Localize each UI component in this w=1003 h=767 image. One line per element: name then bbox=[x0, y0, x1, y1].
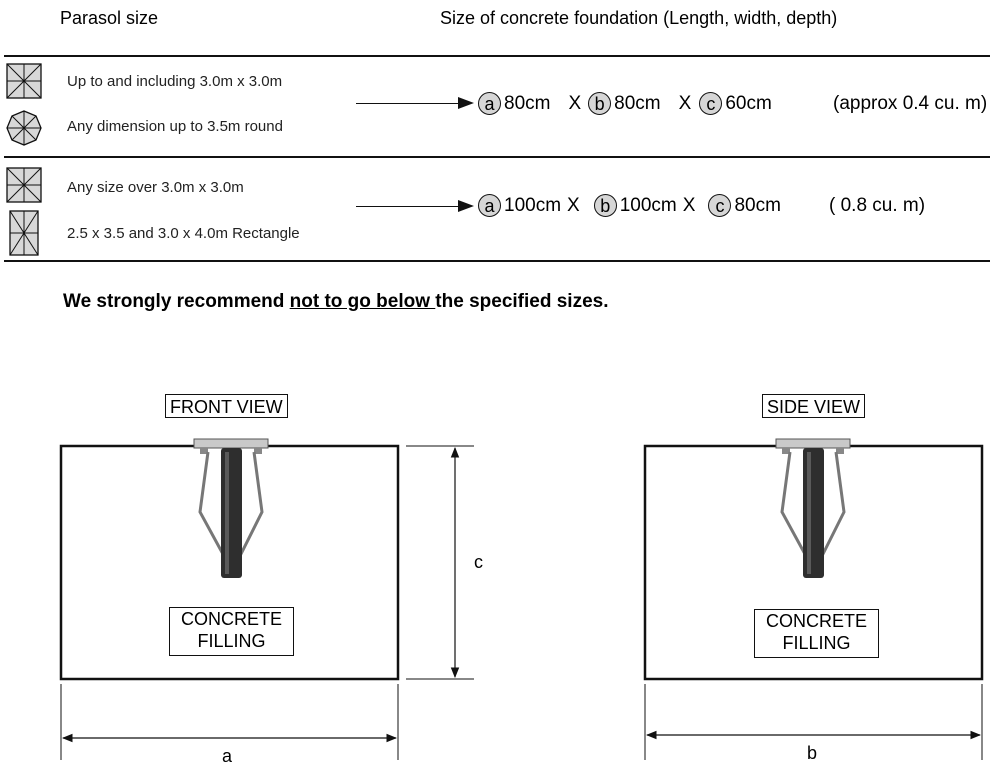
row1-b-value: 80cm bbox=[614, 92, 661, 114]
recommendation-after: the specified sizes. bbox=[435, 291, 609, 312]
side-post-tube bbox=[803, 448, 824, 578]
row2-volume: ( 0.8 cu. m) bbox=[829, 195, 926, 216]
front-fill-line2: FILLING bbox=[197, 631, 266, 651]
side-base-plate bbox=[776, 439, 850, 448]
front-base-plate bbox=[194, 439, 268, 448]
row2-a-value: 100cm bbox=[504, 194, 562, 216]
dim-b-badge: b bbox=[594, 194, 617, 217]
row2-c-value: 80cm bbox=[734, 194, 781, 216]
front-post-tube bbox=[221, 448, 242, 578]
dim-c-badge: c bbox=[708, 194, 731, 217]
row1-item1: Up to and including 3.0m x 3.0m bbox=[67, 73, 283, 90]
front-fill-line1: CONCRETE bbox=[180, 609, 282, 629]
dim-c-badge: c bbox=[699, 92, 722, 115]
row1-a-value: 80cm bbox=[504, 92, 551, 114]
side-dim-b-label: b bbox=[807, 743, 818, 763]
side-fill-line1: CONCRETE bbox=[765, 611, 867, 631]
front-dim-c-label: c bbox=[474, 552, 483, 572]
row2-x-sep-2: X bbox=[682, 194, 696, 216]
front-post-highlight bbox=[225, 452, 229, 574]
dim-b-badge: b bbox=[588, 92, 611, 115]
foundation-size-header: Size of concrete foundation (Length, width, depth) bbox=[440, 8, 838, 28]
side-post-highlight bbox=[807, 452, 811, 574]
front-view-drawing bbox=[61, 439, 474, 760]
side-fill-line2: FILLING bbox=[782, 633, 851, 653]
front-dim-a-label: a bbox=[222, 746, 233, 766]
recommendation-underlined: not to go below bbox=[289, 291, 436, 312]
row1-volume: (approx 0.4 cu. m) bbox=[833, 93, 988, 114]
front-view-label: FRONT VIEW bbox=[165, 394, 288, 418]
row1-item2: Any dimension up to 3.5m round bbox=[67, 118, 283, 135]
row2-item2: 2.5 x 3.5 and 3.0 x 4.0m Rectangle bbox=[67, 225, 300, 242]
parasol-size-header: Parasol size bbox=[60, 8, 159, 28]
row2-x-sep-1: X bbox=[567, 194, 580, 216]
row2-b-value: 100cm bbox=[619, 194, 677, 216]
side-concrete-filling-label bbox=[754, 609, 879, 658]
row1-c-value: 60cm bbox=[725, 92, 772, 114]
dim-a-badge: a bbox=[478, 194, 501, 217]
side-view-label: SIDE VIEW bbox=[762, 394, 865, 418]
row2-item1: Any size over 3.0m x 3.0m bbox=[67, 179, 244, 196]
side-view-drawing bbox=[645, 439, 982, 760]
dim-a-badge: a bbox=[478, 92, 501, 115]
front-concrete-filling-label bbox=[169, 607, 294, 656]
recommendation-before: We strongly recommend bbox=[63, 291, 290, 312]
row1-x-sep-2: X bbox=[678, 92, 692, 114]
row1-x-sep-1: X bbox=[568, 92, 582, 114]
